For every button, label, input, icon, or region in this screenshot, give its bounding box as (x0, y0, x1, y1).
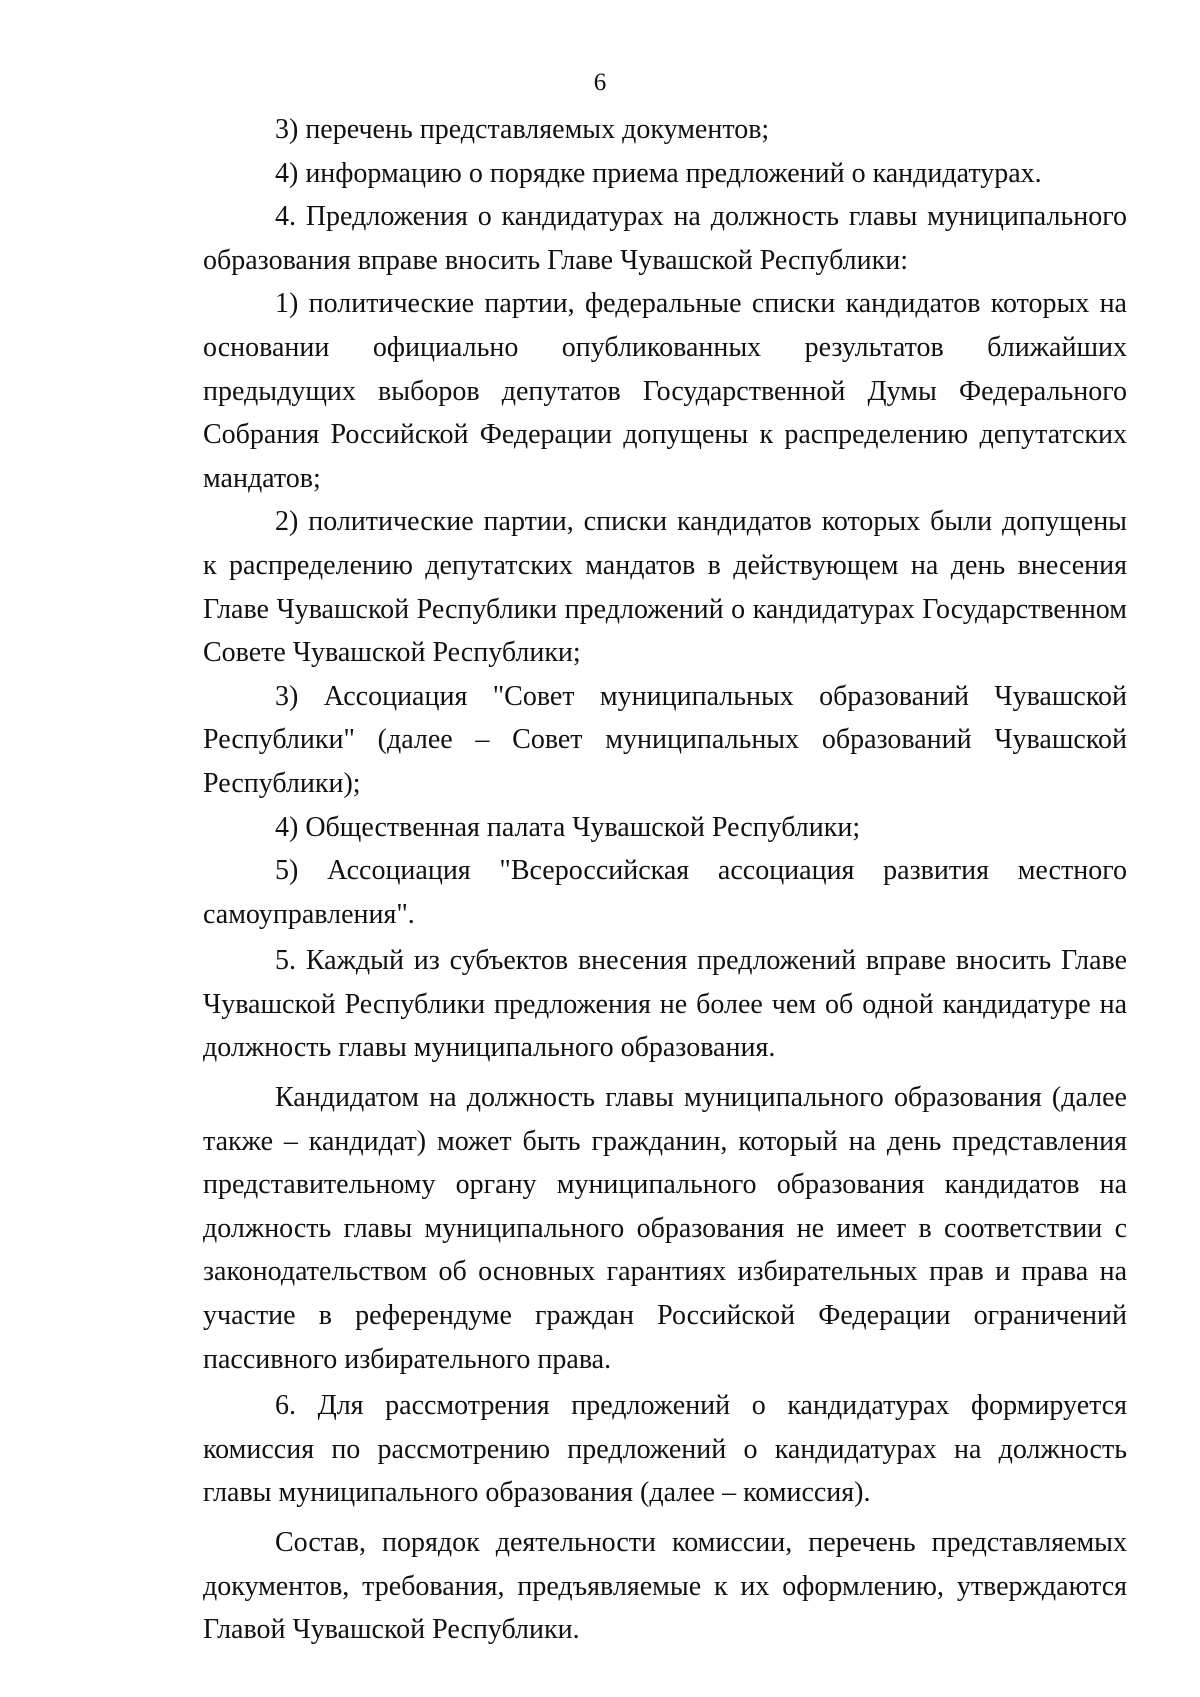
page-number: 6 (593, 69, 607, 96)
paragraph-subitem-3: 3) Ассоциация "Совет муниципальных образований Чувашской Республики" (далее – Совет муниципальных образований Чувашской Республики); (203, 680, 1127, 799)
paragraph-subitem-5: 5) Ассоциация "Всероссийская ассоциация развития местного самоуправления". (203, 855, 1127, 930)
document-body (203, 108, 1127, 1652)
paragraph-list-item-3: 3) перечень представляемых документов; (275, 114, 770, 145)
paragraph-subitem-2: 2) политические партии, списки кандидатов которых были допущены к распределению депутатских мандатов в действующем на день внесения Главе Чувашской Республики предложений о кандидатурах Государственном Совете Чувашской Республики; (203, 506, 1127, 669)
paragraph-candidate-definition: Кандидатом на должность главы муниципального образования (далее также – кандидат) может быть гражданин, который на день представления представительному органу муниципального образования кандидатов на должность главы муниципального образования не имеет в соответствии с законодательством об основных гарантиях избирательных прав и права на участие в референдуме граждан Российской Федерации ограничений пассивного избирательного права. (203, 1082, 1127, 1375)
paragraph-commission-composition: Состав, порядок деятельности комиссии, перечень представляемых документов, требования, предъявляемые к их оформлению, утверждаются Главой Чувашской Республики. (203, 1527, 1127, 1646)
paragraph-clause-5: 5. Каждый из субъектов внесения предложений вправе вносить Главе Чувашской Республики предложения не более чем об одной кандидатуре на должность главы муниципального образования. (203, 945, 1127, 1064)
paragraph-subitem-4: 4) Общественная палата Чувашской Республики; (275, 811, 861, 843)
paragraph-clause-4: 4. Предложения о кандидатурах на должность главы муниципального образования вправе вносить Главе Чувашской Республики: (203, 201, 1127, 276)
paragraph-clause-6: 6. Для рассмотрения предложений о кандидатурах формируется комиссия по рассмотрению предложений о кандидатурах на должность главы муниципального образования (далее – комиссия). (203, 1390, 1127, 1509)
paragraph-list-item-4: 4) информацию о порядке приема предложений о кандидатурах. (275, 157, 1042, 189)
paragraph-subitem-1: 1) политические партии, федеральные списки кандидатов которых на основании официально опубликованных результатов ближайших предыдущих выборов депутатов Государственной Думы Федерального Собрания Российской Федерации допущены к распределению депутатских мандатов; (203, 288, 1127, 494)
